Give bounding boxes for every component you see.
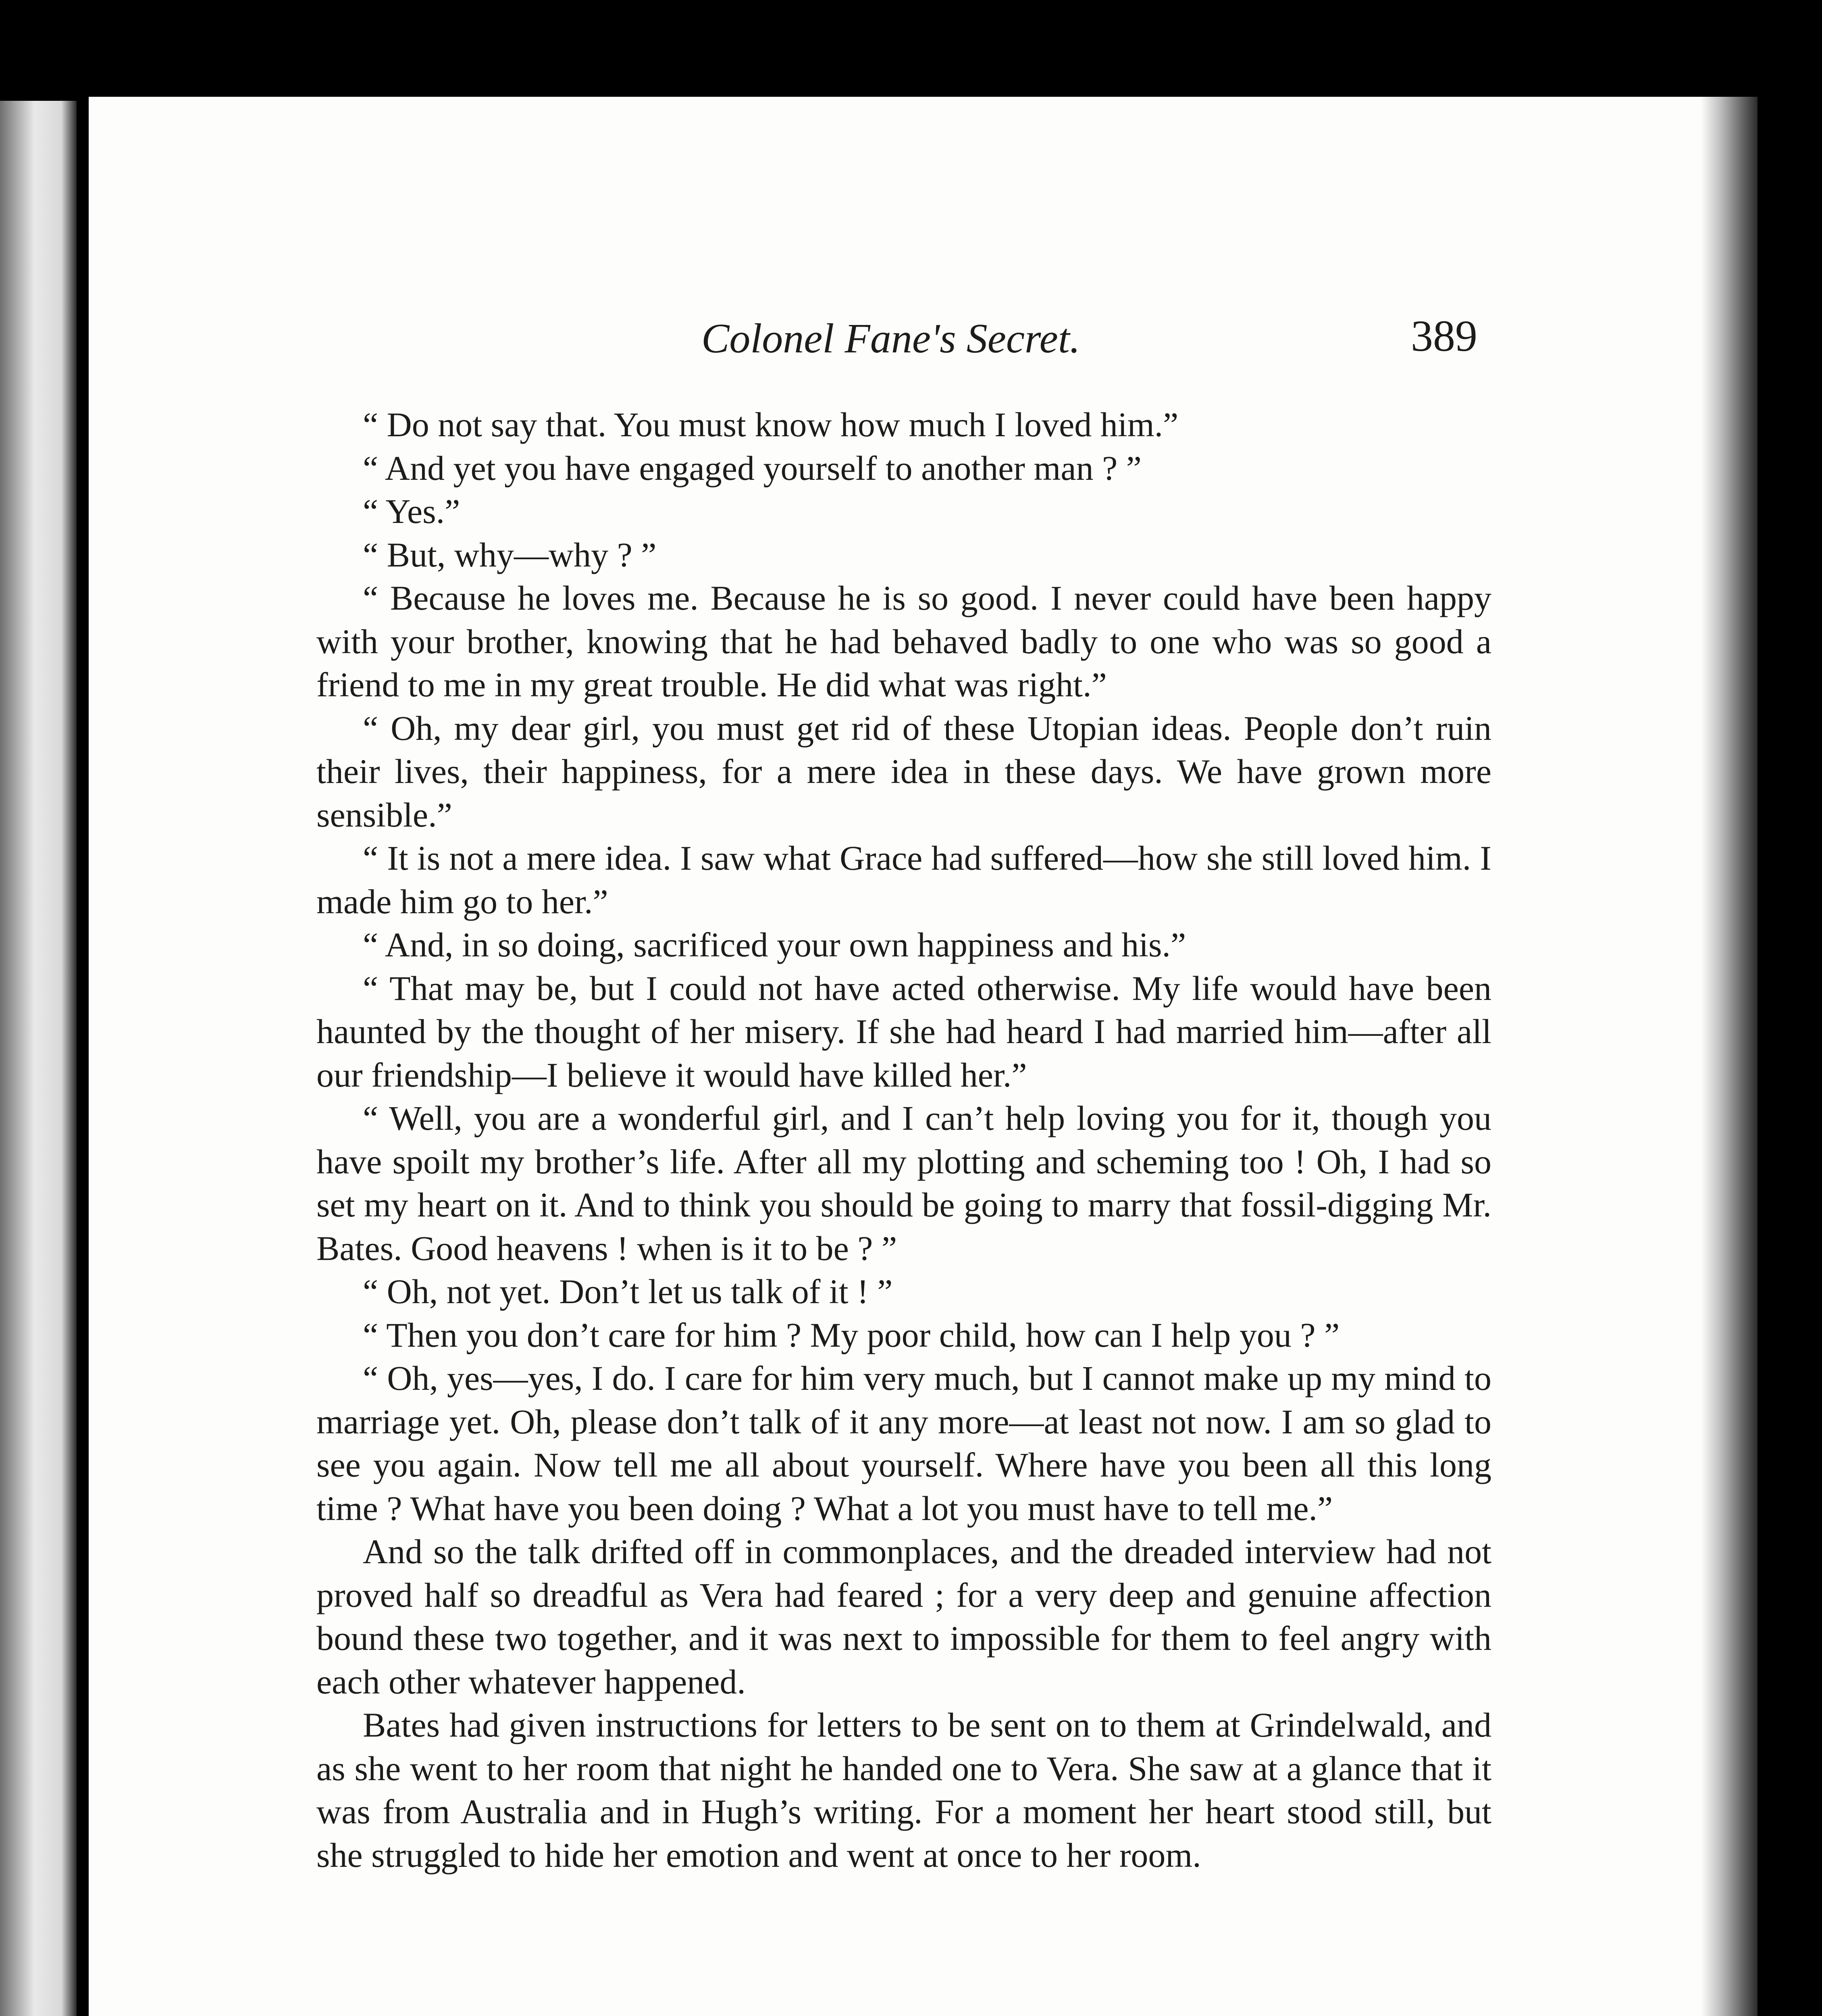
- page-number: 389: [1411, 311, 1477, 360]
- facing-page-edge: [0, 101, 77, 2016]
- paragraph: “ That may be, but I could not have acted otherwise. My life would have been haunted by the thought of her misery. If she had heard I had married him—after all our friendship—I believe it would have killed her.”: [316, 968, 1491, 1094]
- paragraph: “ It is not a mere idea. I saw what Grace had suffered—how she still loved him. I made him go to her.”: [316, 839, 1491, 921]
- paragraph: “ Oh, not yet. Don’t let us talk of it ! ”: [363, 1272, 893, 1311]
- paragraph: “ Oh, yes—yes, I do. I care for him very much, but I cannot make up my mind to marriage yet. Oh, please don’t talk of it any more—at least not now. I am so glad to see you again. Now tell me all about yourself. Where have you been all this long time ? What have you been doing ? What a lot you must have to tell me.”: [316, 1359, 1491, 1528]
- paragraph: “ Oh, my dear girl, you must get rid of these Utopian ideas. People don’t ruin their lives, their happiness, for a mere idea in these days. We have grown more sensible.”: [316, 708, 1491, 834]
- paragraph: “ Do not say that. You must know how much I loved him.”: [363, 405, 1179, 444]
- paragraph: “ But, why—why ? ”: [363, 535, 657, 574]
- paragraph: “ And yet you have engaged yourself to another man ? ”: [363, 448, 1142, 487]
- page-edge-shadow: [1701, 97, 1758, 2016]
- paragraph: “ Because he loves me. Because he is so good. I never could have been happy with your brother, knowing that he had behaved badly to one who was so good a friend to me in my great trouble. He did what was right.”: [316, 579, 1491, 704]
- body-text: [316, 403, 1491, 1877]
- paragraph: “ And, in so doing, sacrificed your own happiness and his.”: [363, 925, 1186, 964]
- paragraph: And so the talk drifted off in commonplaces, and the dreaded interview had not proved half so dreadful as Vera had feared ; for a very deep and genuine affection bound these two together, and it was next to impossible for them to feel angry with each other whatever happened.: [316, 1532, 1491, 1701]
- paragraph: “ Yes.”: [363, 492, 460, 531]
- running-title: Colonel Fane's Secret.: [701, 315, 1080, 362]
- paragraph: Bates had given instructions for letters to be sent on to them at Grindelwald, and as she went to her room that night he handed one to Vera. She saw at a glance that it was from Australia and in Hugh’s writing. For a moment her heart stood still, but she struggled to hide her emotion and went at once to her room.: [316, 1706, 1491, 1874]
- paragraph: “ Then you don’t care for him ? My poor child, how can I help you ? ”: [363, 1315, 1340, 1354]
- paragraph: “ Well, you are a wonderful girl, and I can’t help loving you for it, though you have spoilt my brother’s life. After all my plotting and scheming too ! Oh, I had so set my heart on it. And to think you should be going to marry that fossil-digging Mr. Bates. Good heavens ! when is it to be ? ”: [316, 1099, 1491, 1268]
